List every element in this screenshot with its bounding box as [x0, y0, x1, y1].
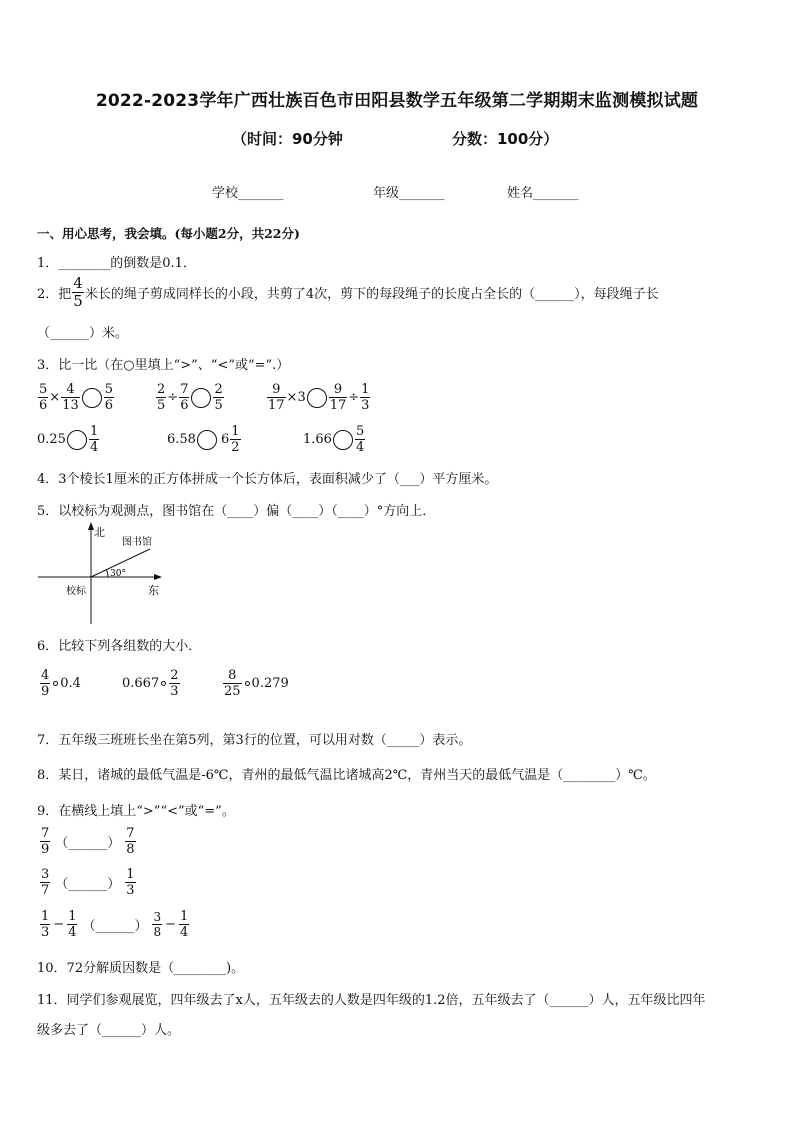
denominator: 5: [157, 398, 166, 413]
numerator: 1: [41, 909, 50, 924]
q2-post: 米长的绳子剪成同样长的小段，共剪了4次，剪下的每段绳子的长度占全长的（______），每段绳子长: [84, 287, 659, 302]
fraction: [179, 383, 189, 412]
numerator: 7: [41, 826, 50, 841]
answer-blank[interactable]: （______）: [55, 836, 121, 851]
exam-score: 分数：100分）: [452, 130, 559, 148]
question-10: 10．72分解质因数是（________)。: [37, 961, 245, 976]
fraction: [40, 910, 50, 939]
compare-circle[interactable]: [245, 681, 250, 686]
fraction: [267, 383, 286, 412]
denominator: 17: [329, 398, 347, 413]
fraction: [169, 669, 179, 698]
numerator: 7: [126, 826, 135, 841]
q3-item-3: [266, 383, 371, 412]
school-field: 学校_______: [212, 186, 284, 201]
fraction: [125, 827, 135, 856]
numerator: 5: [355, 424, 365, 439]
q6-item-2: [122, 669, 181, 698]
operator: ÷: [348, 390, 360, 405]
operator: ×: [49, 390, 61, 405]
numerator: 1: [89, 424, 99, 439]
denominator: 6: [104, 398, 114, 413]
question-2: [37, 276, 659, 309]
fraction: [329, 383, 348, 412]
numerator: 1: [68, 909, 77, 924]
angle-arc: [106, 569, 108, 577]
angle-label: 30°: [110, 569, 126, 579]
q3-item-5: [167, 425, 242, 454]
question-6: 6．比较下列各组数的大小．: [37, 639, 202, 654]
numerator: 8: [223, 669, 242, 684]
fraction: [230, 425, 240, 454]
numerator: 4: [41, 668, 50, 683]
q3-item-6: [303, 425, 366, 454]
school-label: 校标: [66, 586, 86, 597]
denominator: 4: [89, 440, 99, 455]
question-5: 5．以校标为观测点，图书馆在（____）偏（____）（____）°方向上．: [37, 504, 436, 519]
fraction: [223, 669, 242, 698]
denominator: 2: [231, 440, 240, 455]
compare-circle[interactable]: [197, 430, 217, 450]
fraction: [156, 383, 166, 412]
right-value: 0.279: [251, 676, 289, 691]
compare-circle[interactable]: [333, 430, 353, 450]
fraction: [152, 911, 162, 938]
exam-time: （时间：90分钟: [232, 130, 343, 148]
question-9: 9．在横线上填上“>”“<”或“=”。: [37, 804, 235, 819]
question-11: 11．同学们参观展览，四年级去了x人，五年级去的人数是四年级的1.2倍，五年级去了（______）人，五年级比四年: [37, 993, 706, 1008]
fraction: [104, 383, 114, 412]
denominator: 5: [214, 398, 223, 413]
fraction: [40, 827, 50, 856]
fraction: [179, 910, 189, 939]
q6-item-1: [39, 669, 81, 698]
left-value: 0.25: [37, 432, 66, 447]
compare-circle[interactable]: [191, 388, 211, 408]
section-heading: 一、用心思考，我会填。(每小题2分，共22分): [37, 226, 300, 241]
numerator: 1: [126, 867, 135, 882]
left-value: 0.667: [122, 676, 160, 691]
whole-part: 6: [220, 432, 230, 447]
numerator: 1: [231, 424, 240, 439]
fraction: [89, 425, 99, 454]
left-value: 6.58: [167, 432, 196, 447]
numerator: 9: [267, 383, 286, 398]
denominator: 9: [41, 842, 50, 857]
compare-circle[interactable]: [161, 681, 166, 686]
q2-fraction: [72, 276, 84, 309]
answer-blank[interactable]: （______）: [55, 877, 121, 892]
minus-sign: −: [53, 917, 65, 932]
denominator: 6: [180, 398, 189, 413]
north-label: 北: [94, 526, 105, 539]
minus-sign: −: [165, 917, 177, 932]
denominator: 3: [126, 883, 135, 898]
denominator: 6: [39, 398, 48, 413]
numerator: 2: [170, 668, 179, 683]
denominator: 8: [153, 925, 162, 939]
q2-pre: 2．把: [37, 287, 72, 302]
question-3: 3．比一比（在○里填上“>”、“<”或“=”.）: [37, 358, 290, 373]
q3-item-2: [155, 383, 225, 412]
denominator: 7: [41, 883, 50, 898]
denominator: 8: [126, 842, 135, 857]
numerator: 1: [361, 382, 370, 397]
numerator: 3: [41, 867, 50, 882]
denominator: 3: [361, 398, 370, 413]
compare-circle[interactable]: [307, 388, 327, 408]
q9-row-3: [39, 910, 190, 939]
numerator: 4: [61, 383, 80, 398]
compare-circle[interactable]: [53, 681, 58, 686]
fraction: [360, 383, 370, 412]
left-value: 1.66: [303, 432, 332, 447]
right-value: 0.4: [60, 676, 81, 691]
operator: ÷: [167, 390, 179, 405]
numerator: 2: [157, 382, 166, 397]
compare-circle[interactable]: [82, 388, 102, 408]
question-4: 4．3个棱长1厘米的正方体拼成一个长方体后，表面积减少了（___）平方厘米。: [37, 472, 498, 487]
denominator: 17: [268, 398, 285, 413]
fraction: [213, 383, 223, 412]
fraction: [40, 868, 50, 897]
denominator: 3: [41, 925, 50, 940]
direction-diagram: [30, 520, 180, 630]
numerator: 5: [104, 382, 114, 397]
east-arrow-icon: [154, 574, 162, 580]
fraction: [355, 425, 365, 454]
q3-item-4: [37, 425, 100, 454]
fraction: [40, 669, 50, 698]
denominator: 5: [73, 292, 83, 310]
numerator: 1: [180, 909, 189, 924]
numerator: 4: [73, 274, 83, 292]
question-7: 7．五年级三班班长坐在第5列，第3行的位置，可以用对数（_____）表示。: [37, 733, 472, 748]
denominator: 3: [170, 684, 179, 699]
q3-item-1: [37, 383, 115, 412]
library-label: 图书馆: [122, 537, 152, 548]
page-title: 2022-2023学年广西壮族百色市田阳县数学五年级第二学期期末监测模拟试题: [95, 91, 699, 111]
question-8: 8．某日，诸城的最低气温是-6℃，青州的最低气温比诸城高2℃，青州当天的最低气温是（________）℃。: [37, 768, 656, 783]
east-label: 东: [148, 584, 159, 597]
question-2-line2: （______）米。: [37, 326, 129, 341]
q6-item-3: [222, 669, 289, 698]
fraction: [61, 383, 80, 412]
denominator: 4: [180, 925, 189, 940]
name-field: 姓名_______: [507, 186, 579, 201]
q9-row-1: [39, 827, 137, 856]
answer-blank[interactable]: （______）: [82, 919, 148, 934]
denominator: 13: [62, 398, 79, 413]
q9-row-2: [39, 868, 137, 897]
denominator: 25: [224, 684, 241, 699]
fraction: [38, 383, 48, 412]
fraction: [67, 910, 77, 939]
numerator: 2: [214, 382, 223, 397]
fraction: [125, 868, 135, 897]
question-1: 1．________的倒数是0.1．: [37, 256, 196, 271]
denominator: 9: [41, 684, 50, 699]
operator: ×3: [286, 390, 306, 405]
denominator: 4: [355, 440, 365, 455]
numerator: 7: [180, 382, 189, 397]
numerator: 3: [153, 910, 162, 924]
grade-field: 年级_______: [373, 186, 445, 201]
question-11-line2: 级多去了（______）人。: [37, 1023, 181, 1038]
denominator: 4: [68, 925, 77, 940]
compare-circle[interactable]: [67, 430, 87, 450]
numerator: 5: [39, 382, 48, 397]
numerator: 9: [329, 383, 348, 398]
